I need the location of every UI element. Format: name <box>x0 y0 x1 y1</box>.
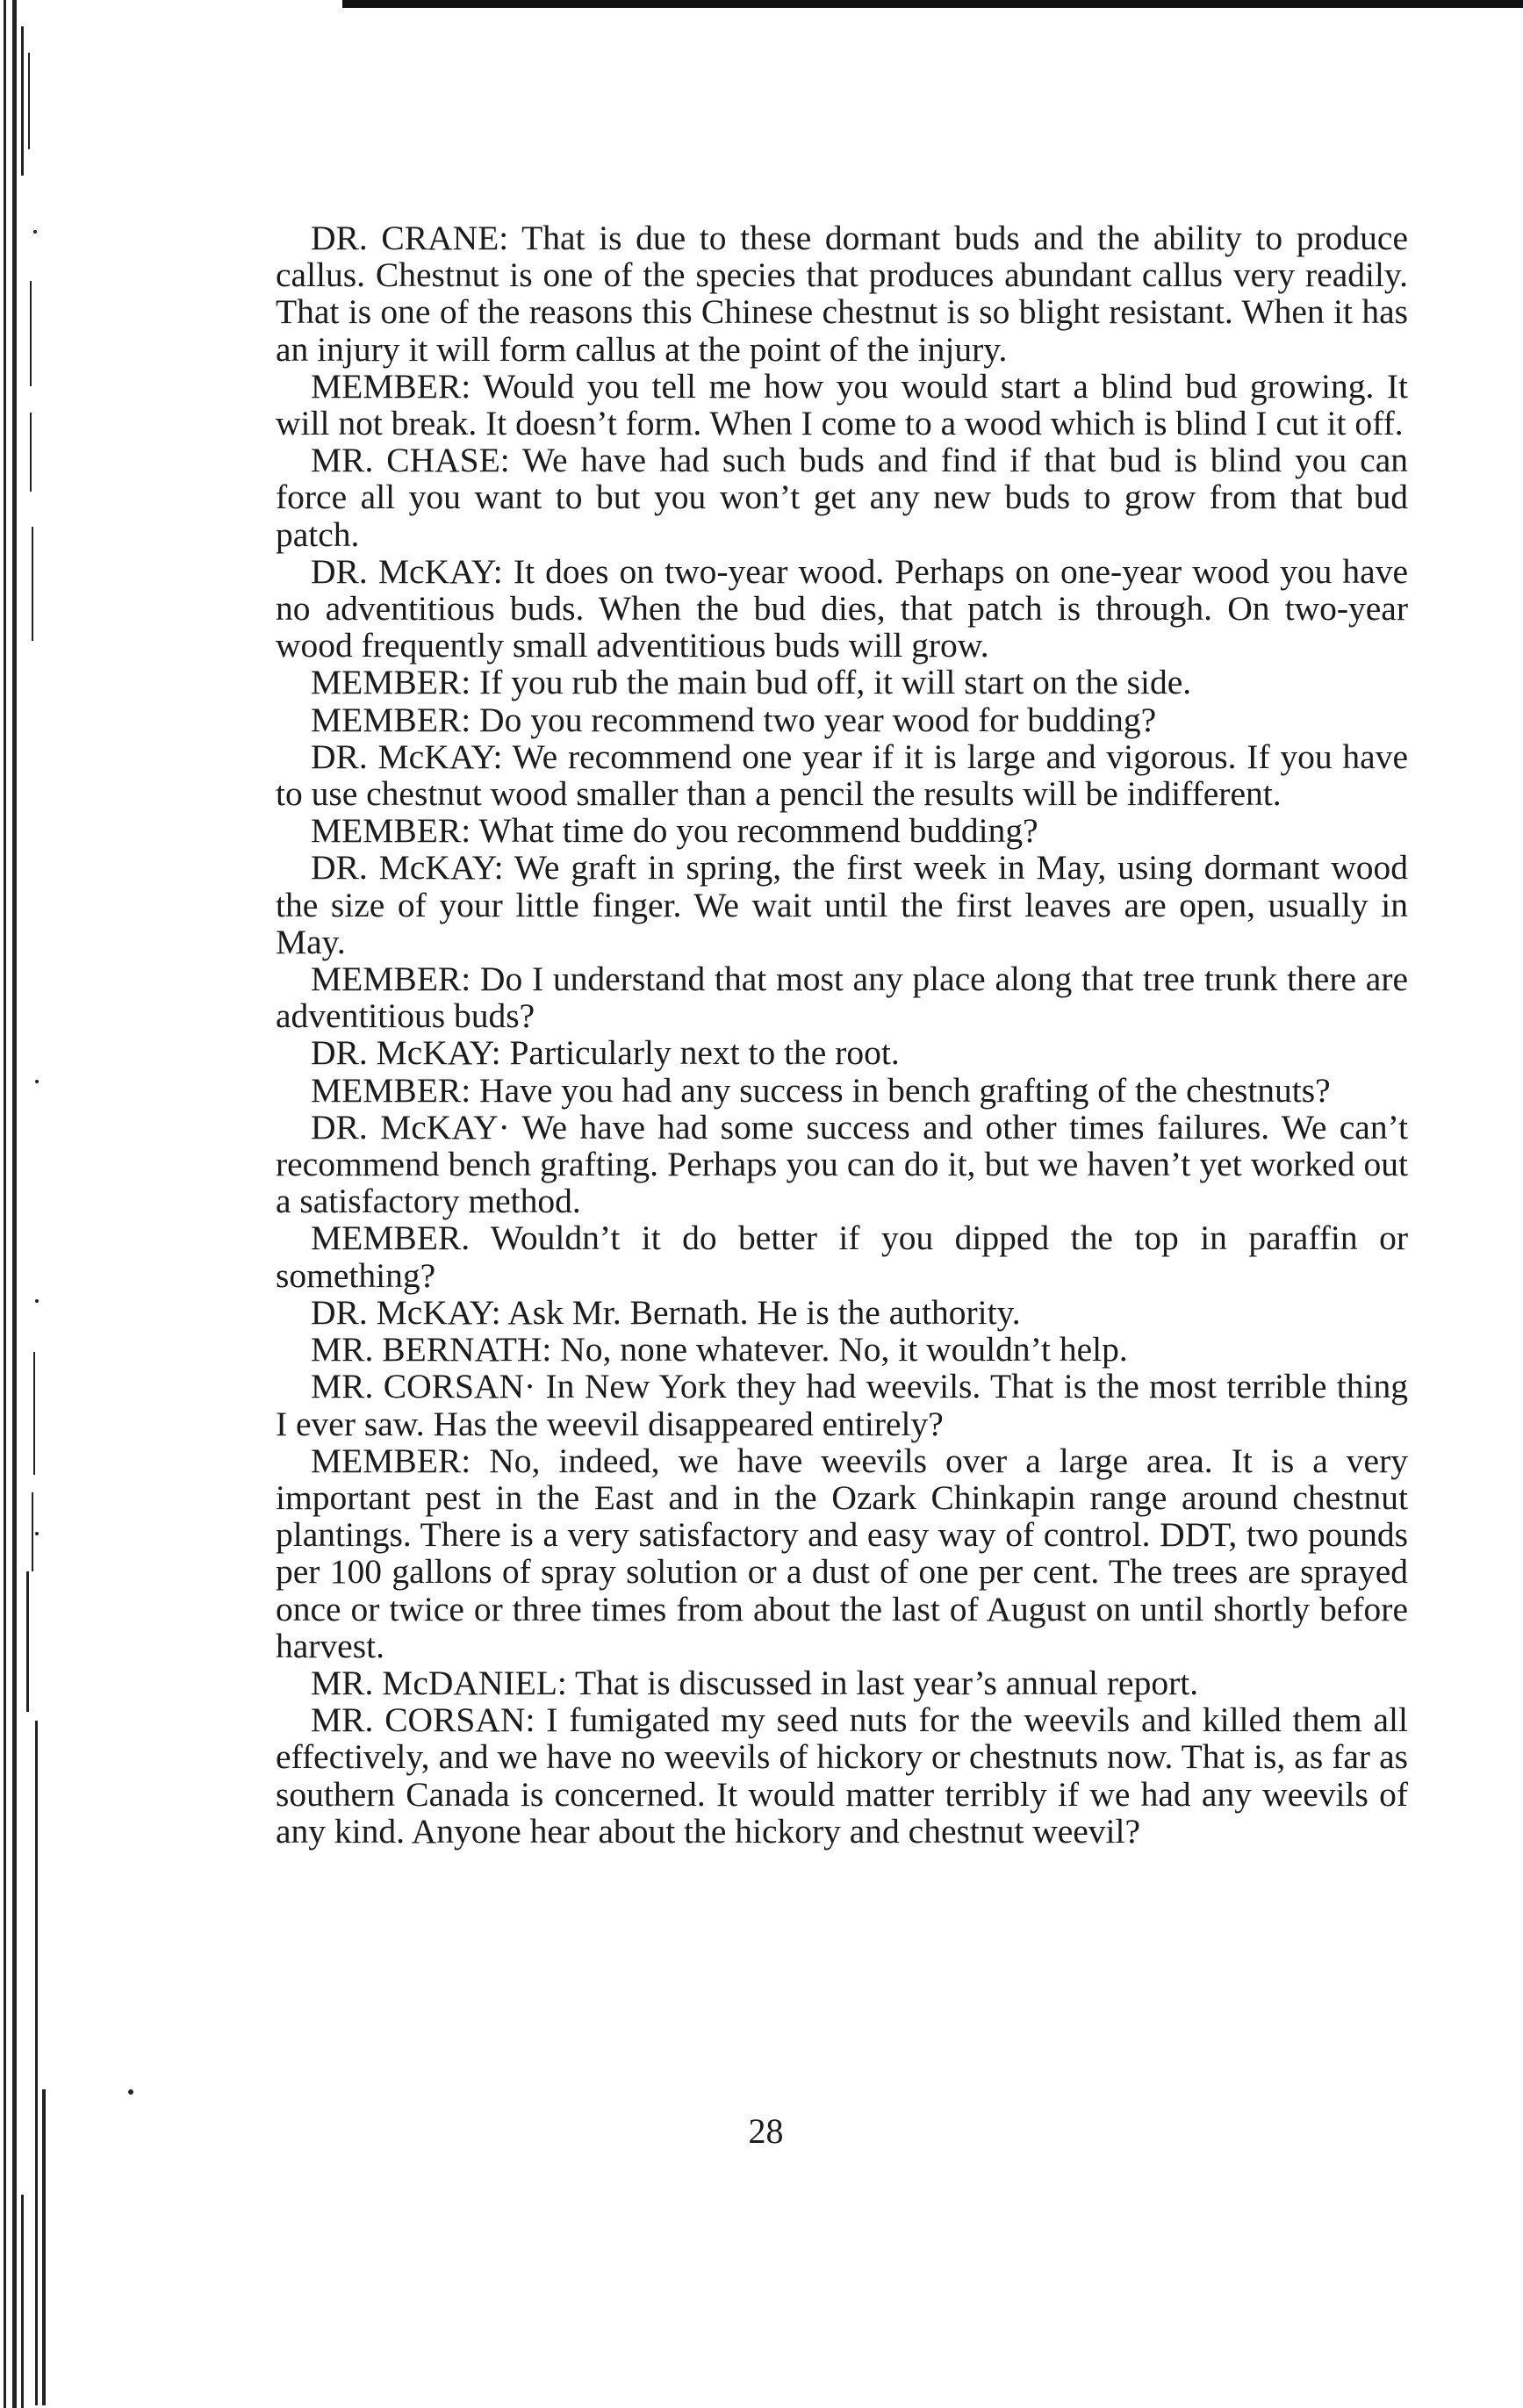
paragraph: DR. McKAY: Particularly next to the root. <box>311 1033 900 1073</box>
paragraph: MEMBER: Have you had any success in bench grafting of the chestnuts? <box>311 1070 1331 1110</box>
paragraph: MEMBER: If you rub the main bud off, it will start on the side. <box>311 663 1192 702</box>
paragraph: MEMBER: Do you recommend two year wood for budding? <box>311 700 1157 739</box>
paragraph: MR. McDANIEL: That is discussed in last year’s annual report. <box>311 1663 1199 1702</box>
paragraph: DR. CRANE: That is due to these dormant buds and the ability to produce callus. Chestnut is one of the species that produces abundant callus very readily. That is one of the reasons this Chinese chestnut is so blight resistant. When it has an injury it will form callus at the point of the injury. <box>276 219 1408 369</box>
scan-speck <box>128 2089 133 2095</box>
scan-binding-edge <box>0 0 61 2408</box>
paragraph: MEMBER: No, indeed, we have weevils over a large area. It is a very important pest in the East and in the Ozark Chinkapin range around chestnut plantings. There is a very satisfactory and easy way of control. DDT, two pounds per 100 gallons of spray solution or a dust of one per cent. The trees are sprayed once or twice or three times from about the last of August on until shortly before harvest. <box>276 1441 1408 1665</box>
paragraph: MR. CORSAN· In New York they had weevils. That is the most terrible thing I ever saw. Has the weevil disappeared entirely? <box>276 1367 1408 1443</box>
paragraph: DR. McKAY· We have had some success and other times failures. We can’t recommend bench grafting. Perhaps you can do it, but we haven’t yet worked out a satisfactory method. <box>276 1107 1408 1221</box>
paragraph: MR. CORSAN: I fumigated my seed nuts for the weevils and killed them all effectively, and we have no weevils of hickory or chestnuts now. That is, as far as southern Canada is concerned. It would matter terribly if we had any weevils of any kind. Anyone hear about the hickory and chestnut weevil? <box>276 1700 1408 1851</box>
paragraph: MEMBER: Would you tell me how you would start a blind bud growing. It will not break. It doesn’t form. When I come to a wood which is blind I cut it off. <box>276 366 1408 443</box>
paragraph: DR. McKAY: It does on two-year wood. Perhaps on one-year wood you have no adventitious buds. When the bud dies, that patch is through. On two-year wood frequently small adventitious buds will grow. <box>276 551 1408 665</box>
paragraph: DR. McKAY: We graft in spring, the first week in May, using dormant wood the size of your little finger. We wait until the first leaves are open, usually in May. <box>276 848 1408 961</box>
transcript-body <box>276 219 1408 1850</box>
paragraph: DR. McKAY: Ask Mr. Bernath. He is the authority. <box>311 1292 1021 1332</box>
paragraph: MR. CHASE: We have had such buds and find if that bud is blind you can force all you want to but you won’t get any new buds to grow from that bud patch. <box>276 441 1408 554</box>
paragraph: MEMBER: Do I understand that most any place along that tree trunk there are adventitious buds? <box>276 960 1408 1036</box>
paragraph: MR. BERNATH: No, none whatever. No, it wouldn’t help. <box>311 1330 1128 1369</box>
paragraph: MEMBER: What time do you recommend budding? <box>311 811 1038 851</box>
page-number: 28 <box>748 2111 784 2151</box>
paragraph: MEMBER. Wouldn’t it do better if you dipped the top in paraffin or something? <box>276 1218 1408 1295</box>
paragraph: DR. McKAY: We recommend one year if it is large and vigorous. If you have to use chestnut wood smaller than a pencil the results will be indifferent. <box>276 737 1408 814</box>
top-rule <box>342 0 1523 8</box>
